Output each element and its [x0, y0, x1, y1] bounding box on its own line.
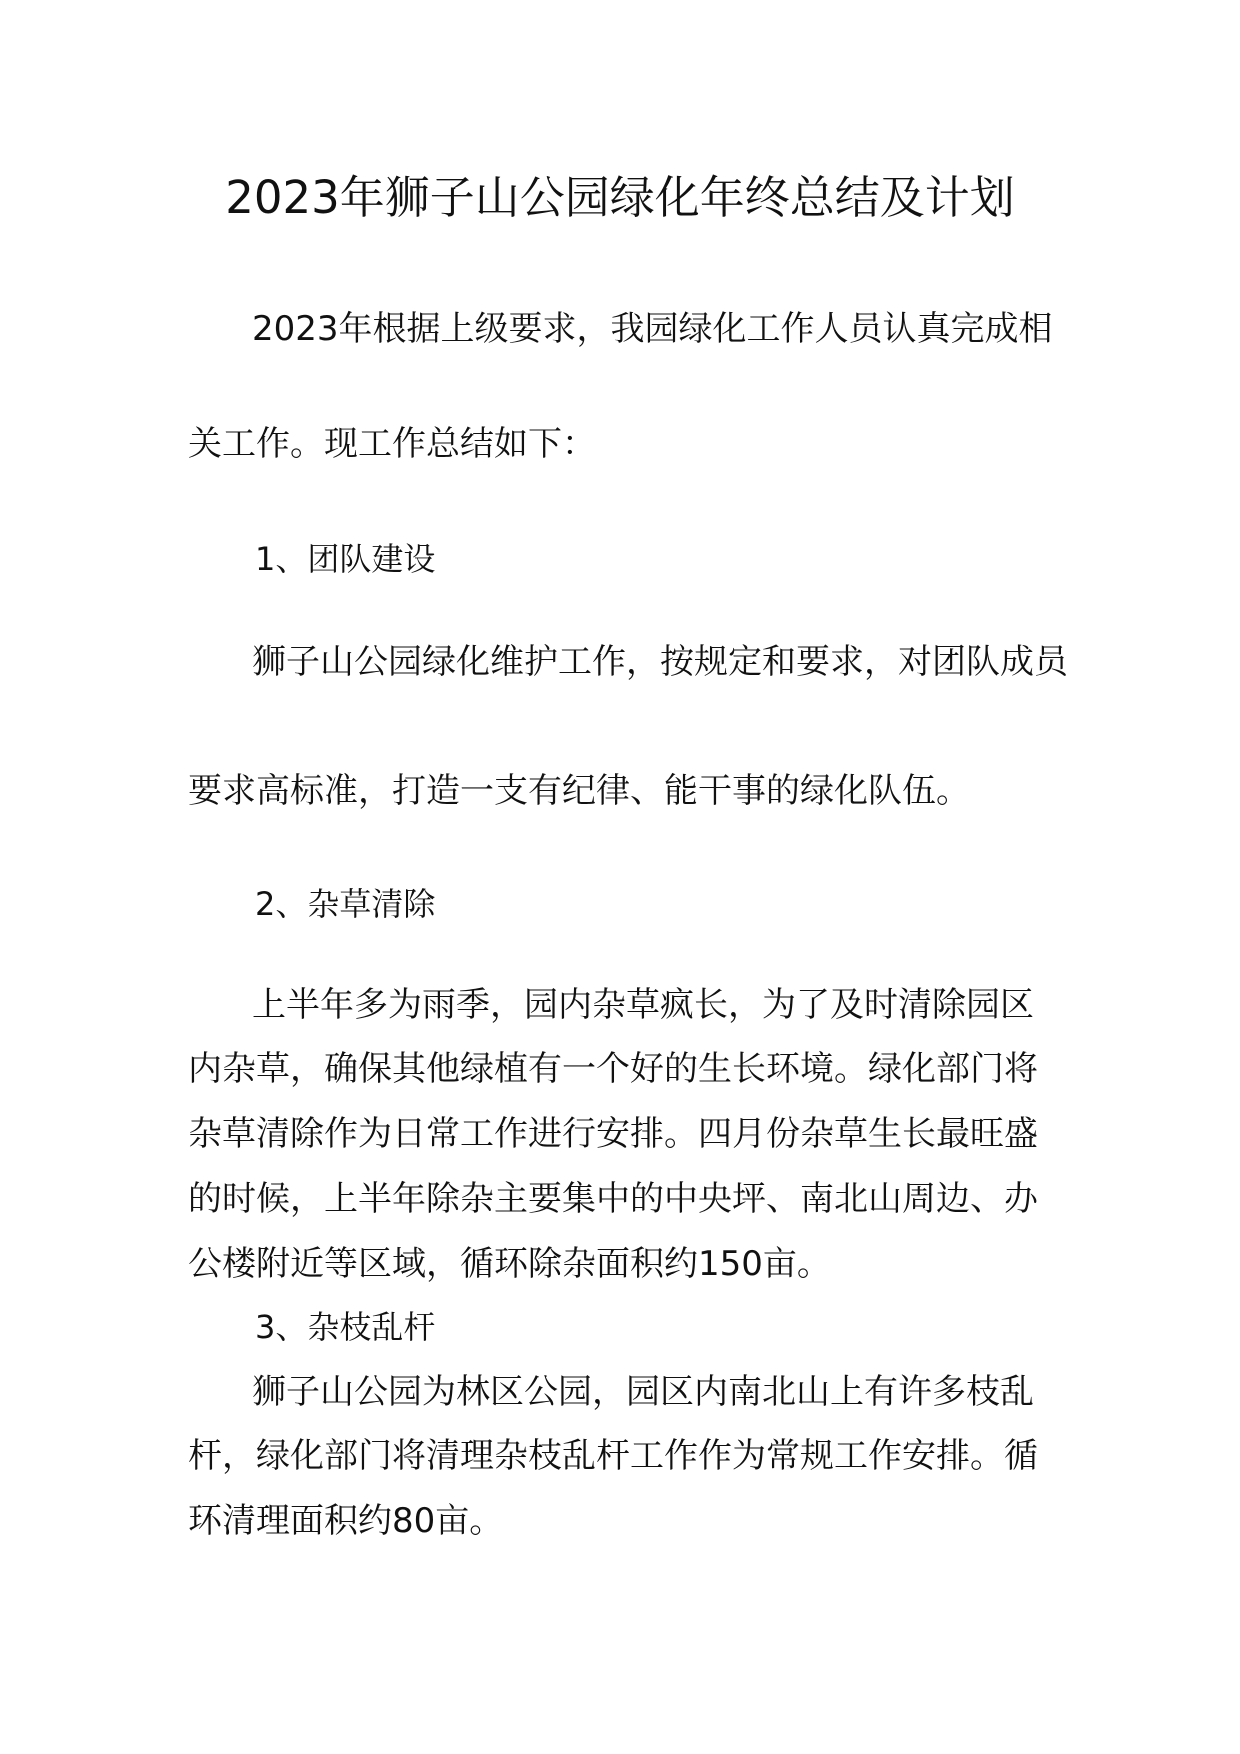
document-title: 2023年狮子山公园绿化年终总结及计划 [225, 171, 1015, 224]
section-weeds-line-2: 内杂草，确保其他绿植有一个好的生长环境。绿化部门将 [188, 1049, 1038, 1089]
section-branches-line-3: 环清理面积约80亩。 [188, 1501, 504, 1541]
section-weeds-line-1: 上半年多为雨季，园内杂草疯长，为了及时清除园区 [252, 985, 1034, 1025]
section-team-line-1: 狮子山公园绿化维护工作，按规定和要求，对团队成员 [252, 642, 1068, 682]
section-heading-team: 1、团队建设 [255, 540, 436, 578]
intro-line-2: 关工作。现工作总结如下： [188, 424, 596, 464]
section-weeds-line-5: 公楼附近等区域，循环除杂面积约150亩。 [188, 1244, 831, 1284]
section-heading-branches: 3、杂枝乱杆 [255, 1308, 436, 1346]
section-heading-weeds: 2、杂草清除 [255, 885, 436, 923]
section-branches-line-1: 狮子山公园为林区公园，园区内南北山上有许多枝乱 [252, 1372, 1034, 1412]
intro-line-1: 2023年根据上级要求，我园绿化工作人员认真完成相 [252, 309, 1053, 349]
section-branches-line-2: 杆，绿化部门将清理杂枝乱杆工作作为常规工作安排。循 [188, 1436, 1038, 1476]
section-weeds-line-3: 杂草清除作为日常工作进行安排。四月份杂草生长最旺盛 [188, 1114, 1038, 1154]
section-weeds-line-4: 的时候，上半年除杂主要集中的中央坪、南北山周边、办 [188, 1179, 1038, 1219]
section-team-line-2: 要求高标准，打造一支有纪律、能干事的绿化队伍。 [188, 771, 970, 811]
